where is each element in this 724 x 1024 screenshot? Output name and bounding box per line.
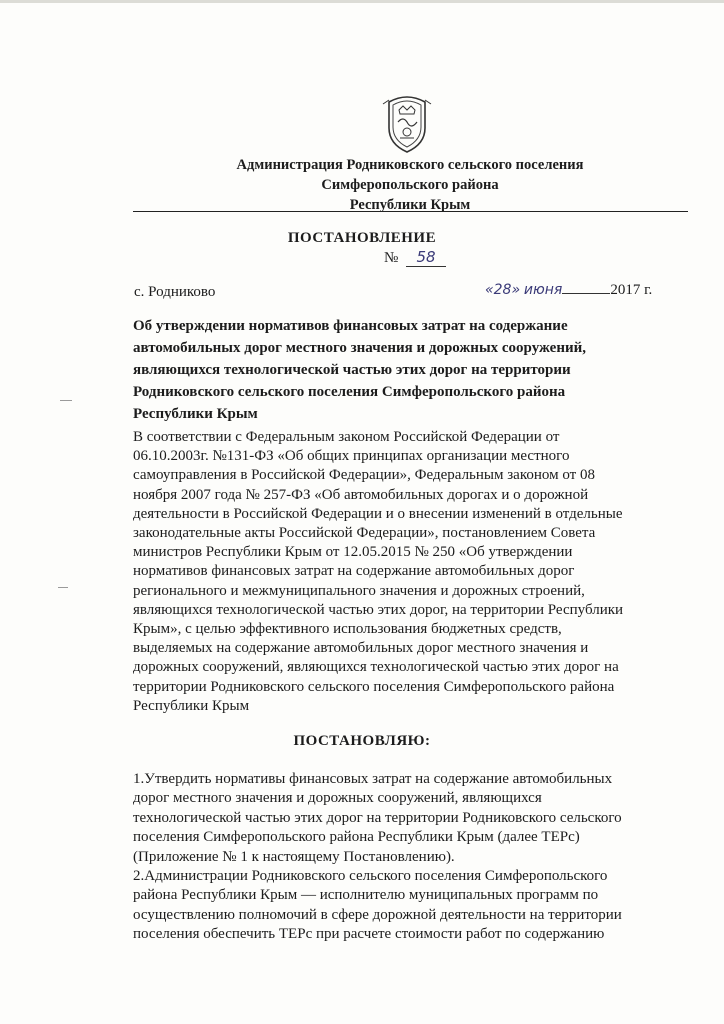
header-rule xyxy=(133,211,688,212)
crimea-coat-of-arms-icon xyxy=(381,92,433,154)
title-line: Родниковского сельского поселения Симферопольского района xyxy=(133,384,566,400)
body-line: дорожных сооружений, являющихся технологической частью этих дорог на xyxy=(133,659,619,676)
title-line: автомобильных дорог местного значения и дорожных сооружений, xyxy=(133,340,587,356)
body-line: министров Республики Крым от 12.05.2015 № 250 «Об утверждении xyxy=(133,544,573,561)
body-line: законодательные акты Российской Федерации», постановлением Совета xyxy=(133,525,596,542)
body-line: территории Родниковского сельского поселения Симферопольского района xyxy=(133,678,615,695)
date-year: 2017 г. xyxy=(610,282,653,298)
item-line: 2.Администрации Родниковского сельского поселения Симферопольского xyxy=(133,868,608,885)
item-line: поселения обеспечить ТЕРс при расчете стоимости работ по содержанию xyxy=(133,926,605,943)
organization-line: Симферопольского района xyxy=(321,177,499,193)
date-day: «28» xyxy=(485,282,521,298)
body-line: В соответствии с Федеральным законом Российской Федерации от xyxy=(133,429,560,445)
preamble xyxy=(133,428,689,716)
body-line: выделяемых на содержание автомобильных дорог местного значения и xyxy=(133,640,589,657)
decree-items xyxy=(133,770,689,945)
item-line: (Приложение № 1 к настоящему Постановлению). xyxy=(133,848,455,865)
item-line: района Республики Крым — исполнителю муниципальных программ по xyxy=(133,887,599,904)
item-line: 1.Утвердить нормативы финансовых затрат на содержание автомобильных xyxy=(133,771,613,787)
item-line: дорог местного значения и дорожных сооружений, являющихся xyxy=(133,790,542,807)
item-line: осуществлению полномочий в сфере дорожной деятельности на территории xyxy=(133,906,622,923)
number-value: 58 xyxy=(406,248,446,267)
document-number xyxy=(384,248,446,267)
date-month: июня xyxy=(523,282,563,298)
scan-margin-mark xyxy=(60,400,72,401)
body-line: самоуправления в Российской Федерации», Федеральным законом от 08 xyxy=(133,467,595,484)
document-title xyxy=(133,315,693,425)
place: с. Родниково xyxy=(134,284,216,300)
title-line: Республики Крым xyxy=(133,406,258,422)
number-prefix: № xyxy=(384,250,399,266)
organization-line: Администрация Родниковского сельского поселения xyxy=(236,157,584,173)
document-type: ПОСТАНОВЛЕНИЕ xyxy=(287,230,437,246)
body-line: нормативов финансовых затрат на содержание автомобильных дорог xyxy=(133,563,575,580)
decree-heading: ПОСТАНОВЛЯЮ: xyxy=(293,733,431,749)
document-date xyxy=(485,282,652,299)
body-line: ноября 2007 года № 257-ФЗ «Об автомобильных дорогах и о дорожной xyxy=(133,486,589,503)
date-underline xyxy=(562,293,610,294)
item-line: поселения Симферопольского района Республики Крым (далее ТЕРс) xyxy=(133,829,580,846)
scan-margin-mark xyxy=(58,587,68,588)
body-line: 06.10.2003г. №131-ФЗ «Об общих принципах организации местного xyxy=(133,448,570,465)
body-line: Крым», с целью эффективного использования бюджетных средств, xyxy=(133,621,562,638)
item-line: технологической частью этих дорог на территории Родниковского сельского xyxy=(133,809,622,826)
organization-line: Республики Крым xyxy=(349,197,471,213)
body-line: деятельности в Российской Федерации и о внесении изменений в отдельные xyxy=(133,505,623,522)
body-line: регионального и межмуниципального значения и дорожных строений, xyxy=(133,582,585,599)
organization-header xyxy=(200,155,620,215)
title-line: являющихся технологической частью этих дорог на территории xyxy=(133,362,571,378)
title-line: Об утверждении нормативов финансовых затрат на содержание xyxy=(133,318,568,334)
scan-edge xyxy=(0,0,724,3)
body-line: Республики Крым xyxy=(133,697,250,714)
body-line: являющихся технологической частью этих дорог, на территории Республики xyxy=(133,601,624,618)
